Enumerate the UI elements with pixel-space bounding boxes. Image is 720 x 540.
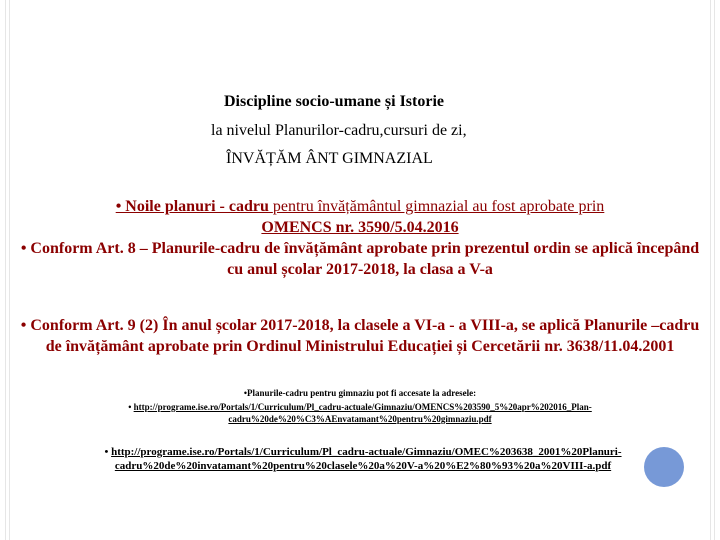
link1-bullet: • [128,402,134,412]
bullet1-lead: • Noile planuri - cadru [115,198,273,215]
link-omencs-3590[interactable]: http://programe.ise.ro/Portals/1/Curriculum/Pl_cadru-actuale/Gimnaziu/OMENCS%203590_5%20apr%202016_Plan-cadru%20de%20%C3%AEnvatamant%20pentru%20gimnaziu.pdf [133,402,592,424]
slide-border-right-inner [710,0,711,540]
bullet3-text: • Conform Art. 9 (2) În anul școlar 2017-2018, la clasele a VI-a - a VIII-a, se aplică Planurile –cadru de învățământ aprobate prin Ordinul Ministrului Educației și Cercetării nr. 3638/11.04.2001 [20,317,700,355]
bullet-paragraph-3 [14,315,706,357]
link-item-2 [28,445,698,473]
slide-border-left [5,0,6,540]
link-item-1 [22,401,698,425]
bullet-paragraph-1 [14,196,706,280]
decorative-circle [644,447,684,487]
title-line-1: Discipline socio-umane și Istorie [224,93,444,110]
title-line-3: ÎNVĂȚĂM ÂNT GIMNAZIAL [226,150,433,167]
bullet2-text: • Conform Art. 8 – Planurile-cadru de învățământ aprobate prin prezentul ordin se aplică începând cu anul școlar 2017-2018, la clasa a V-a [20,240,700,278]
links-note: •Planurile-cadru pentru gimnaziu pot fi accesate la adresele: [243,388,477,398]
link-omec-3638[interactable]: http://programe.ise.ro/Portals/1/Curriculum/Pl_cadru-actuale/Gimnaziu/OMEC%203638_2001%20Planuri-cadru%20de%20invatamant%20pentru%20clasele%20a%20V-a%20%E2%80%93%20a%20VIII-a.pdf [111,446,622,472]
slide-border-right [714,0,715,540]
bullet1-order: OMENCS nr. 3590/5.04.2016 [261,219,459,236]
link2-bullet: • [104,446,112,458]
slide-border-left-inner [9,0,10,540]
bullet1-text: pentru învățământul gimnazial au fost aprobate prin [272,198,605,215]
title-line-2: la nivelul Planurilor-cadru,cursuri de zi, [211,122,467,139]
